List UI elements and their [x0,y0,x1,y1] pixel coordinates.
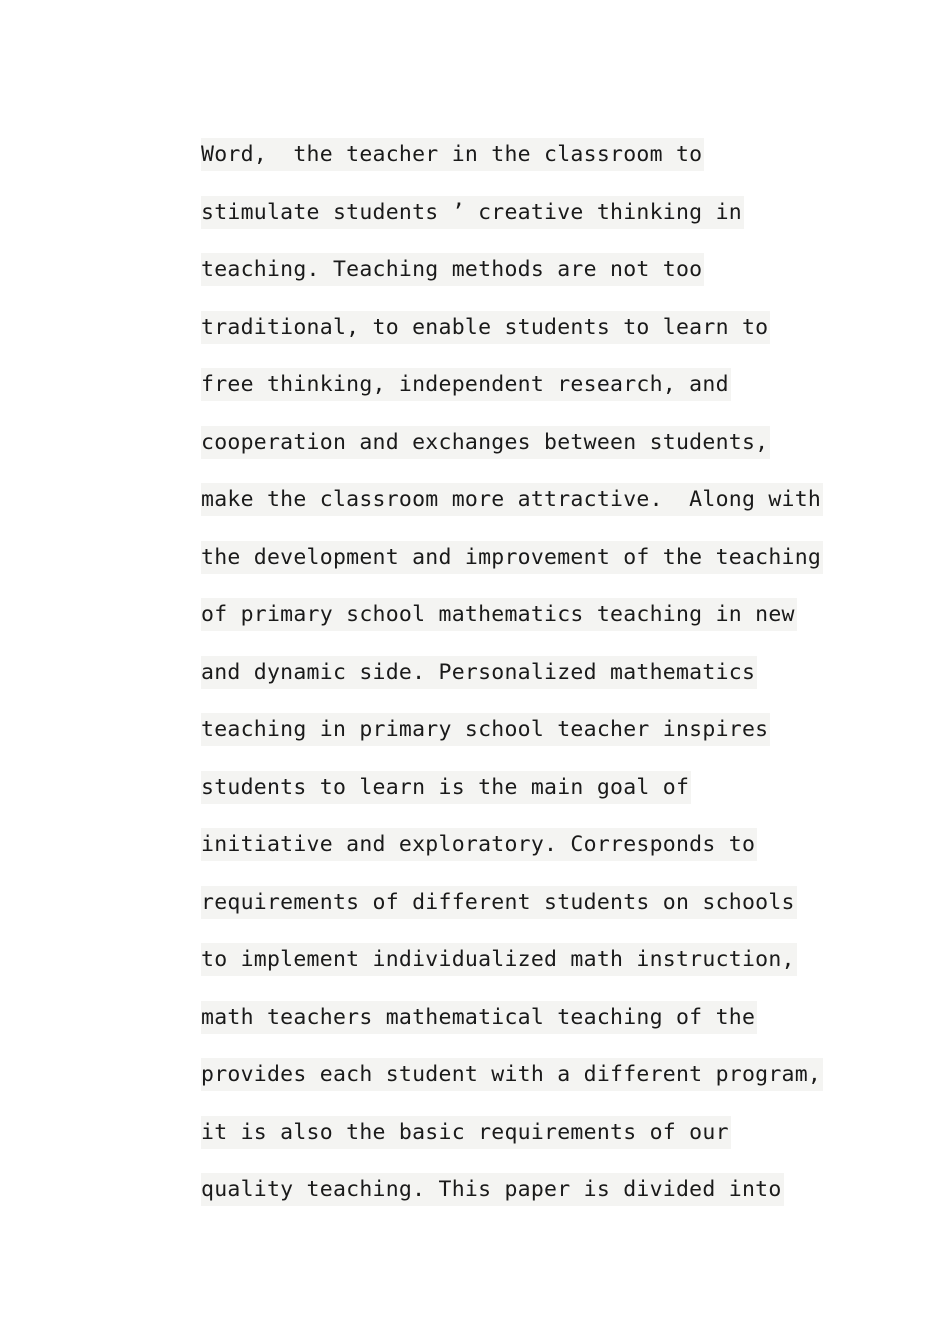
text-line: it is also the basic requirements of our [201,1116,821,1174]
text-line: math teachers mathematical teaching of the [201,1001,821,1059]
text-line: requirements of different students on schools [201,886,821,944]
text-line: make the classroom more attractive. Along with [201,483,821,541]
text-line: initiative and exploratory. Corresponds to [201,828,821,886]
text-line: provides each student with a different program, [201,1058,821,1116]
text-line: students to learn is the main goal of [201,771,821,829]
text-line: to implement individualized math instruction, [201,943,821,1001]
text-line: stimulate students ’ creative thinking in [201,196,821,254]
text-line: the development and improvement of the teaching [201,541,821,599]
text-line: teaching in primary school teacher inspires [201,713,821,771]
text-line: traditional, to enable students to learn to [201,311,821,369]
text-line: free thinking, independent research, and [201,368,821,426]
text-line: teaching. Teaching methods are not too [201,253,821,311]
text-line: quality teaching. This paper is divided into [201,1173,821,1231]
text-line: of primary school mathematics teaching in new [201,598,821,656]
text-line: cooperation and exchanges between students, [201,426,821,484]
body-text [201,138,821,1231]
text-line: and dynamic side. Personalized mathematics [201,656,821,714]
text-line: Word, the teacher in the classroom to [201,138,821,196]
